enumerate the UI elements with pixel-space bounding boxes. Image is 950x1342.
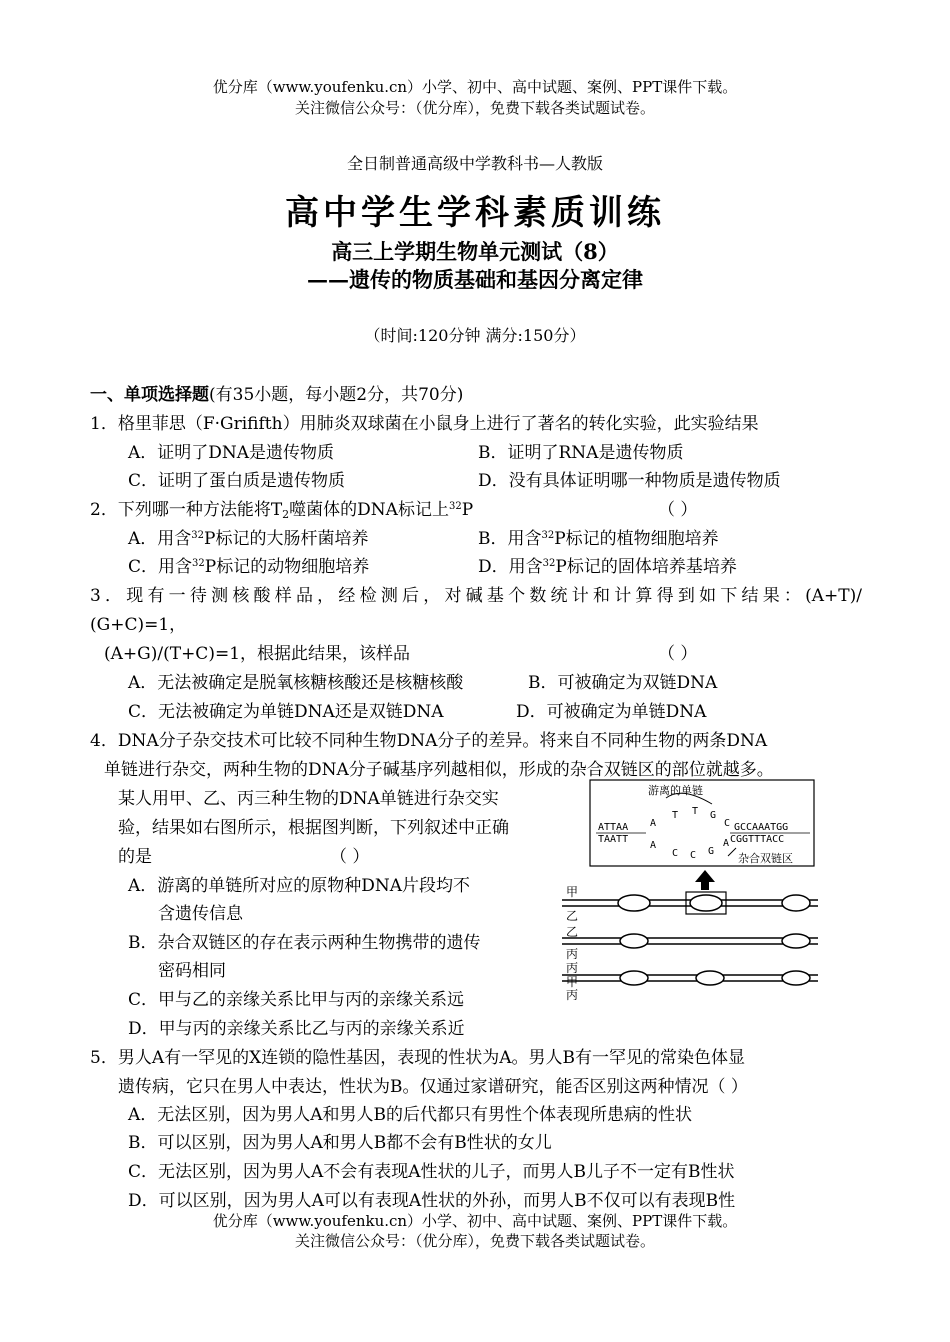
row-label-7: 甲 — [566, 975, 579, 989]
row-label-1: 甲 — [566, 885, 579, 899]
q2-option-b — [478, 524, 719, 549]
q2-option-d — [478, 552, 737, 577]
row-label-3: 乙 — [566, 925, 579, 939]
q1-option-c: C．证明了蛋白质是遗传物质 — [128, 471, 346, 491]
loop-bottom-5: A — [723, 838, 730, 849]
q2-stem-sub: 2 — [282, 508, 290, 521]
q5-option-d: D．可以区别，因为男人A可以有表现A性状的外孙，而男人B不仅可以有表现B性 — [128, 1191, 736, 1211]
q2-stem-mid: 噬菌体的DNA标记上 — [289, 500, 449, 520]
seq-bottom-left: TAATT — [598, 834, 629, 845]
label-free-strand: 游离的单链 — [648, 784, 703, 797]
loop-top-4: G — [710, 810, 717, 821]
q1-option-b: B．证明了RNA是遗传物质 — [478, 443, 684, 463]
q4-stem-5: 的是 — [118, 847, 152, 867]
section-title: 一、单项选择题 — [90, 385, 209, 405]
header-line-2: 关注微信公众号：（优分库），免费下载各类试题试卷。 — [294, 99, 655, 117]
q2-c-rest: P标记的动物细胞培养 — [204, 557, 370, 577]
q2-b-pre: B．用含 — [478, 529, 542, 549]
q5-stem-2: 遗传病，它只在男人中表达，性状为B。仅通过家谱研究，能否区别这两种情况（ ） — [118, 1077, 748, 1097]
q4-option-b-2: 密码相同 — [158, 961, 226, 981]
section-note: (有35小题，每小题2分，共70分) — [209, 385, 464, 405]
seq-bottom-right: CGGTTTACC — [730, 834, 785, 845]
q2-d-rest: P标记的固体培养基培养 — [555, 557, 737, 577]
q2-option-c — [128, 552, 369, 577]
q3-option-c: C．无法被确定为单链DNA还是双链DNA — [128, 702, 444, 722]
q4-stem-2: 单链进行杂交，两种生物的DNA分子碱基序列越相似，形成的杂合双链区的部位就越多。 — [104, 760, 774, 780]
row-label-5: 丙 — [566, 961, 579, 975]
textbook-label: 全日制普通高级中学教科书—人教版 — [346, 154, 603, 173]
q2-d-pre: D．用含 — [478, 557, 543, 577]
q2-a-rest: P标记的大肠杆菌培养 — [204, 529, 369, 549]
q2-a-pre: A．用含 — [128, 529, 192, 549]
q2-stem-post: P — [461, 500, 474, 520]
up-arrow-icon — [695, 870, 715, 890]
loop-top-5: C — [724, 818, 731, 829]
q4-option-d: D．甲与丙的亲缘关系比乙与丙的亲缘关系近 — [128, 1019, 465, 1039]
q4-option-b-1: B．杂合双链区的存在表示两种生物携带的遗传 — [128, 933, 481, 953]
loop-top-2: T — [672, 810, 679, 821]
seq-top-right: GCCAAATGG — [734, 822, 789, 833]
footer-line-2: 关注微信公众号：（优分库），免费下载各类试题试卷。 — [294, 1232, 655, 1250]
loop-top-3: T — [692, 806, 699, 817]
subtitle-topic: ——遗传的物质基础和基因分离定律 — [307, 267, 643, 292]
loop-bottom-4: G — [708, 846, 715, 857]
row-label-4: 丙 — [566, 947, 579, 961]
q4-blank: （ ） — [330, 847, 370, 867]
q2-a-sup: 32 — [191, 530, 205, 541]
q2-b-sup: 32 — [541, 530, 555, 541]
q1-option-a: A．证明了DNA是遗传物质 — [128, 443, 335, 463]
q2-stem-sup: 32 — [448, 501, 462, 512]
q3-stem-2: (G+C)=1， — [90, 615, 187, 635]
header-line-1: 优分库（www.youfenku.cn）小学、初中、高中试题、案例、PPT课件下载。 — [212, 78, 738, 96]
row-label-2: 乙 — [566, 909, 579, 923]
q1-option-d: D．没有具体证明哪一种物质是遗传物质 — [478, 471, 781, 491]
q2-stem-pre: 2．下列哪一种方法能将T — [90, 500, 283, 520]
q3-blank: （ ） — [658, 644, 698, 664]
q2-b-rest: P标记的植物细胞培养 — [554, 529, 719, 549]
main-title: 高中学生学科素质训练 — [285, 193, 665, 233]
loop-bottom-1: A — [650, 840, 657, 851]
q2-option-a — [128, 524, 368, 549]
q3-option-d: D．可被确定为单链DNA — [516, 702, 707, 722]
q2-stem — [90, 495, 473, 520]
q3-stem-1: 3．现有一待测核酸样品，经检测后，对碱基个数统计和计算得到如下结果：(A+T)/ — [90, 586, 862, 606]
row-label-6: 丙 — [566, 988, 579, 1002]
q5-option-b: B．可以区别，因为男人A和男人B都不会有B性状的女儿 — [128, 1133, 552, 1153]
q3-option-a: A．无法被确定是脱氧核糖核酸还是核糖核酸 — [128, 673, 464, 693]
section-heading — [90, 380, 463, 405]
q2-d-sup: 32 — [542, 558, 556, 569]
time-info: （时间:120分钟 满分:150分） — [364, 326, 586, 345]
seq-top-left: ATTAA — [598, 822, 629, 833]
q1-stem: 1．格里菲思（F·Grififth）用肺炎双球菌在小鼠身上进行了著名的转化实验，此实验结果 — [90, 414, 759, 434]
q4-stem-3: 某人用甲、乙、丙三种生物的DNA单链进行杂交实 — [118, 789, 499, 809]
loop-bottom-3: C — [690, 850, 697, 861]
dna-hybridization-figure — [560, 778, 822, 1004]
q2-c-sup: 32 — [192, 558, 205, 569]
footer-line-1: 优分库（www.youfenku.cn）小学、初中、高中试题、案例、PPT课件下载。 — [212, 1212, 738, 1230]
q2-c-pre: C．用含 — [128, 557, 193, 577]
q4-option-a-1: A．游离的单链所对应的原物种DNA片段均不 — [128, 876, 471, 896]
q4-option-a-2: 含遗传信息 — [158, 904, 243, 924]
q3-stem-3: (A+G)/(T+C)=1，根据此结果，该样品 — [104, 644, 411, 664]
q4-stem-4: 验，结果如右图所示，根据图判断，下列叙述中正确 — [118, 818, 509, 838]
q2-blank: （ ） — [658, 500, 698, 520]
q4-stem-1: 4．DNA分子杂交技术可比较不同种生物DNA分子的差异。将来自不同种生物的两条DNA — [90, 731, 768, 751]
label-hybrid-region: 杂合双链区 — [738, 852, 793, 865]
q5-option-c: C．无法区别，因为男人A不会有表现A性状的儿子，而男人B儿子不一定有B性状 — [128, 1162, 735, 1182]
subtitle-unit-test: 高三上学期生物单元测试（8） — [331, 239, 619, 264]
q5-stem-1: 5．男人A有一罕见的X连锁的隐性基因，表现的性状为A。男人B有一罕见的常染色体显 — [90, 1048, 745, 1068]
q3-option-b: B．可被确定为双链DNA — [528, 673, 718, 693]
loop-top-1: A — [650, 818, 657, 829]
loop-bottom-2: C — [672, 848, 679, 859]
q4-option-c: C．甲与乙的亲缘关系比甲与丙的亲缘关系远 — [128, 990, 465, 1010]
q5-option-a: A．无法区别，因为男人A和男人B的后代都只有男性个体表现所患病的性状 — [128, 1105, 693, 1125]
